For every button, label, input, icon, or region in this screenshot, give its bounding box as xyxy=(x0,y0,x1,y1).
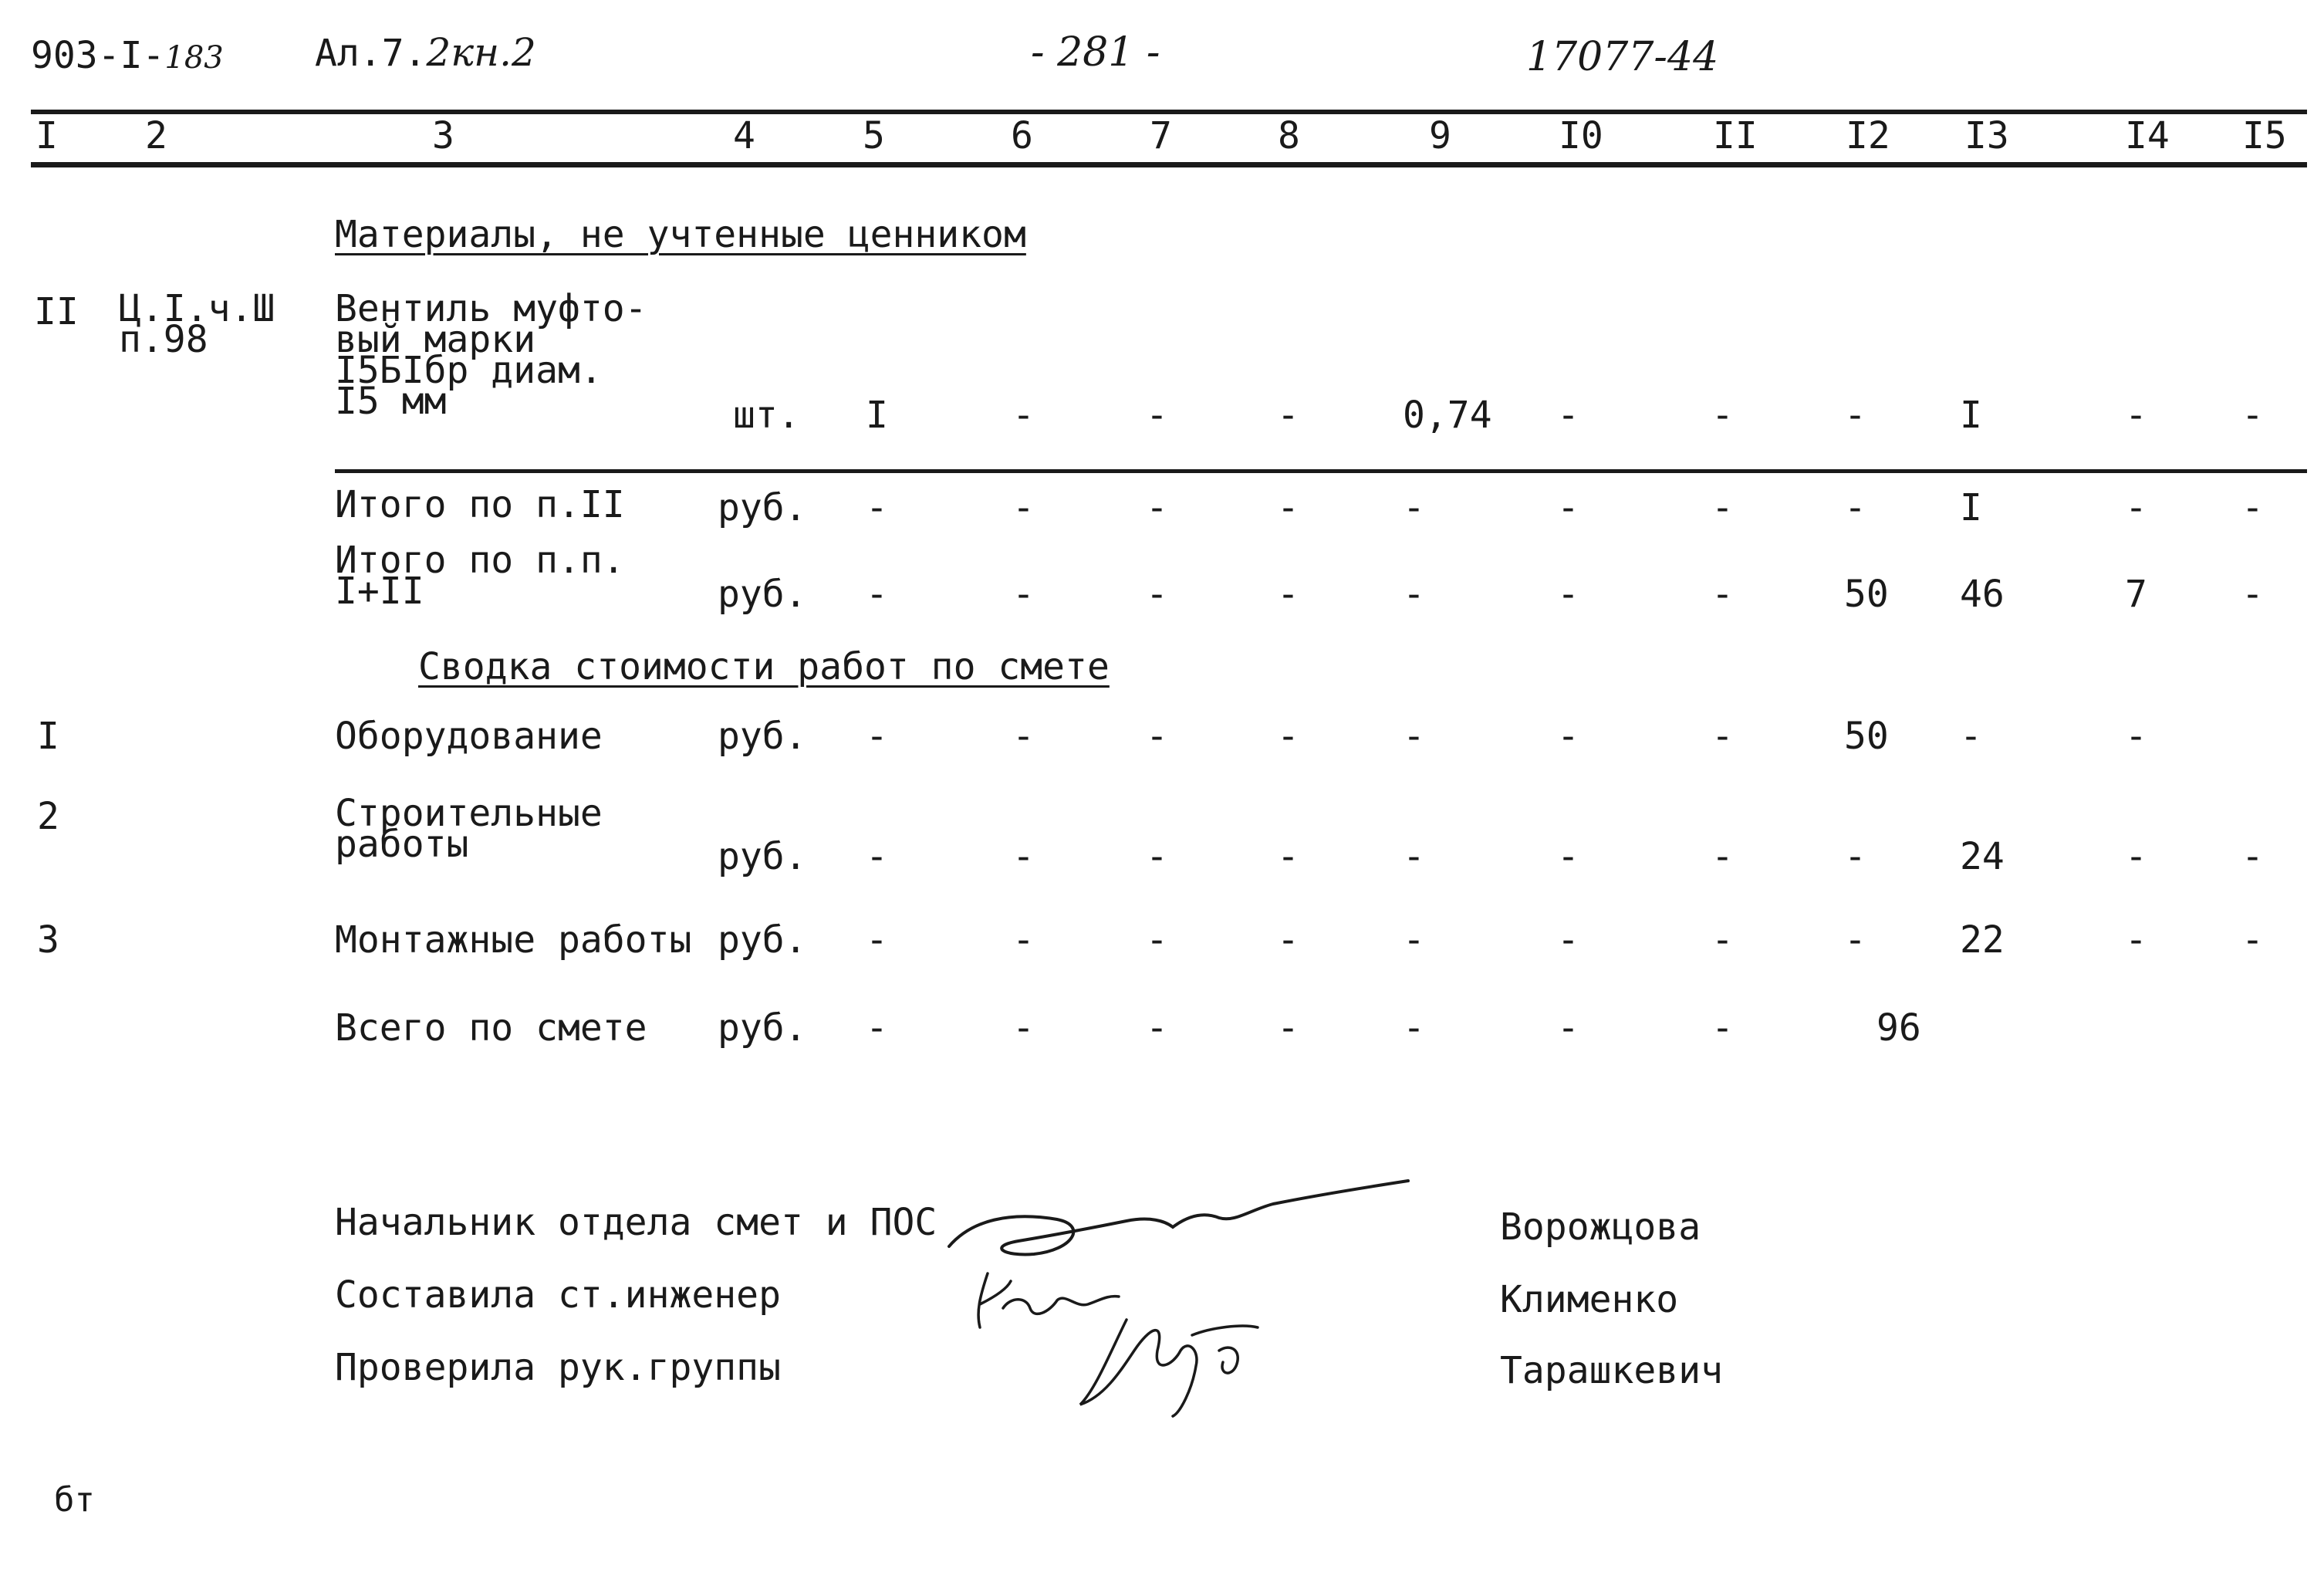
total-cell-2-c15: - xyxy=(2241,573,2264,616)
summary-cell-2-c6: - xyxy=(1012,835,1035,878)
total-cell-2-c6: - xyxy=(1012,573,1035,616)
summary-row-number-3: 3 xyxy=(37,918,59,962)
item-cell-c10: - xyxy=(1557,394,1579,437)
item-name: Вентиль муфто- вый марки I5БIбр диам. I5 мм xyxy=(335,287,647,423)
album-number xyxy=(315,30,536,75)
summary-cell-4-c8: - xyxy=(1277,1006,1299,1050)
signature-role-2: Составила ст.инженер xyxy=(335,1273,781,1317)
total-cell-2-c8: - xyxy=(1277,573,1299,616)
signature-name-1: Ворожцова xyxy=(1500,1205,1701,1249)
signature-name-3: Тарашкевич xyxy=(1500,1349,1723,1392)
column-number-9: 9 xyxy=(1429,114,1451,157)
column-number-7: 7 xyxy=(1150,114,1172,157)
summary-cell-3-c12: - xyxy=(1844,918,1866,962)
total-cell-1-c9: - xyxy=(1403,486,1425,529)
summary-title: Сводка стоимости работ по смете xyxy=(418,645,1110,688)
summary-cell-1-c14: - xyxy=(2125,715,2147,758)
item-cell-c5: I xyxy=(866,394,888,437)
column-number-11: II xyxy=(1713,114,1758,157)
item-cell-c13: I xyxy=(1960,394,1982,437)
item-cell-c15: - xyxy=(2241,394,2264,437)
summary-row-name-2: Строительные работы xyxy=(335,792,603,866)
header-bottom-rule xyxy=(31,162,2307,167)
column-number-12: I2 xyxy=(1846,114,1890,157)
item-cell-c6: - xyxy=(1012,394,1035,437)
column-number-4: 4 xyxy=(733,114,755,157)
reference-number: 17077-44 xyxy=(1526,34,1719,80)
summary-cell-4-c9: - xyxy=(1403,1006,1425,1050)
album-prefix: Ал.7. xyxy=(315,32,427,75)
total-cell-1-c7: - xyxy=(1146,486,1168,529)
summary-cell-3-c11: - xyxy=(1711,918,1734,962)
item-cell-c12: - xyxy=(1844,394,1866,437)
summary-cell-3-c14: - xyxy=(2125,918,2147,962)
summary-cell-4-c10: - xyxy=(1557,1006,1579,1050)
item-number: II xyxy=(34,290,79,333)
signature-name-2: Клименко xyxy=(1500,1278,1679,1321)
total-cell-2-c11: - xyxy=(1711,573,1734,616)
signature-role-3: Проверила рук.группы xyxy=(335,1346,781,1389)
column-number-10: I0 xyxy=(1559,114,1603,157)
summary-row-unit-3: руб. xyxy=(718,918,807,962)
total-cell-2-c10: - xyxy=(1557,573,1579,616)
doc-code xyxy=(31,34,224,77)
summary-row-name-3: Монтажные работы xyxy=(335,918,692,962)
item-cell-c7: - xyxy=(1146,394,1168,437)
summary-cell-4-c5: - xyxy=(866,1006,888,1050)
total-cell-1-c5: - xyxy=(866,486,888,529)
summary-cell-2-c13: 24 xyxy=(1960,835,2005,878)
summary-row-unit-2: руб. xyxy=(718,835,807,878)
summary-cell-3-c10: - xyxy=(1557,918,1579,962)
section-materials-title: Материалы, не учтенные ценником xyxy=(335,213,1026,256)
total-cell-2-c7: - xyxy=(1146,573,1168,616)
summary-cell-3-c5: - xyxy=(866,918,888,962)
total-cell-2-c9: - xyxy=(1403,573,1425,616)
summary-cell-2-c11: - xyxy=(1711,835,1734,878)
item-cell-c8: - xyxy=(1277,394,1299,437)
column-number-13: I3 xyxy=(1964,114,2009,157)
total-cell-1-c14: - xyxy=(2125,486,2147,529)
column-number-5: 5 xyxy=(863,114,885,157)
summary-cell-3-c9: - xyxy=(1403,918,1425,962)
summary-cell-2-c5: - xyxy=(866,835,888,878)
summary-cell-1-c12: 50 xyxy=(1844,715,1889,758)
total-cell-1-c6: - xyxy=(1012,486,1035,529)
item-reference: Ц.I.ч.Ш п.98 xyxy=(119,287,275,361)
total-cell-1-c13: I xyxy=(1960,486,1982,529)
total-cell-1-c12: - xyxy=(1844,486,1866,529)
item-separator-rule xyxy=(335,469,2307,473)
summary-cell-2-c7: - xyxy=(1146,835,1168,878)
summary-cell-1-c5: - xyxy=(866,715,888,758)
column-number-14: I4 xyxy=(2125,114,2170,157)
summary-cell-1-c7: - xyxy=(1146,715,1168,758)
summary-grand-total: 96 xyxy=(1876,1006,1921,1050)
column-number-1: I xyxy=(35,114,58,157)
summary-cell-2-c15: - xyxy=(2241,835,2264,878)
summary-row-number-1: I xyxy=(37,715,59,758)
total-cell-2-c13: 46 xyxy=(1960,573,2005,616)
summary-cell-3-c7: - xyxy=(1146,918,1168,962)
total-cell-2-c12: 50 xyxy=(1844,573,1889,616)
footer-mark: бт xyxy=(54,1480,95,1520)
summary-cell-2-c9: - xyxy=(1403,835,1425,878)
total-cell-1-c10: - xyxy=(1557,486,1579,529)
summary-cell-1-c8: - xyxy=(1277,715,1299,758)
total-unit-1: руб. xyxy=(718,486,807,529)
handwritten-signature-1 xyxy=(941,1173,1420,1266)
signature-role-1: Начальник отдела смет и ПОС xyxy=(335,1201,937,1244)
doc-code-handwritten: 183 xyxy=(164,40,224,76)
item-cell-c14: - xyxy=(2125,394,2147,437)
total-cell-1-c8: - xyxy=(1277,486,1299,529)
summary-cell-3-c8: - xyxy=(1277,918,1299,962)
summary-cell-1-c11: - xyxy=(1711,715,1734,758)
summary-row-number-2: 2 xyxy=(37,795,59,838)
column-number-15: I5 xyxy=(2242,114,2287,157)
doc-code-prefix: 903-I- xyxy=(31,34,165,77)
summary-cell-2-c8: - xyxy=(1277,835,1299,878)
summary-cell-2-c12: - xyxy=(1844,835,1866,878)
summary-cell-1-c9: - xyxy=(1403,715,1425,758)
total-name-2: Итого по п.п. I+II xyxy=(335,539,625,613)
album-handwritten: 2кн.2 xyxy=(426,30,536,75)
summary-cell-4-c6: - xyxy=(1012,1006,1035,1050)
item-unit: шт. xyxy=(733,394,800,437)
summary-cell-1-c10: - xyxy=(1557,715,1579,758)
summary-cell-2-c10: - xyxy=(1557,835,1579,878)
page-number: - 281 - xyxy=(1031,29,1160,76)
summary-cell-1-c13: - xyxy=(1960,715,1982,758)
item-cell-c11: - xyxy=(1711,394,1734,437)
column-number-2: 2 xyxy=(145,114,167,157)
total-unit-2: руб. xyxy=(718,573,807,616)
summary-cell-4-c7: - xyxy=(1146,1006,1168,1050)
total-cell-2-c14: 7 xyxy=(2125,573,2147,616)
summary-cell-3-c15: - xyxy=(2241,918,2264,962)
item-cell-c9: 0,74 xyxy=(1403,394,1492,437)
summary-cell-3-c6: - xyxy=(1012,918,1035,962)
summary-row-unit-1: руб. xyxy=(718,715,807,758)
summary-row-name-4: Всего по смете xyxy=(335,1006,647,1050)
handwritten-signature-3 xyxy=(1065,1304,1265,1420)
summary-cell-4-c11: - xyxy=(1711,1006,1734,1050)
column-number-6: 6 xyxy=(1011,114,1033,157)
column-number-8: 8 xyxy=(1278,114,1300,157)
column-number-3: 3 xyxy=(432,114,454,157)
summary-cell-2-c14: - xyxy=(2125,835,2147,878)
total-cell-2-c5: - xyxy=(866,573,888,616)
summary-row-name-1: Оборудование xyxy=(335,715,603,758)
total-name-1: Итого по п.II xyxy=(335,483,625,526)
total-cell-1-c11: - xyxy=(1711,486,1734,529)
summary-cell-3-c13: 22 xyxy=(1960,918,2005,962)
total-cell-1-c15: - xyxy=(2241,486,2264,529)
summary-row-unit-4: руб. xyxy=(718,1006,807,1050)
summary-cell-1-c6: - xyxy=(1012,715,1035,758)
